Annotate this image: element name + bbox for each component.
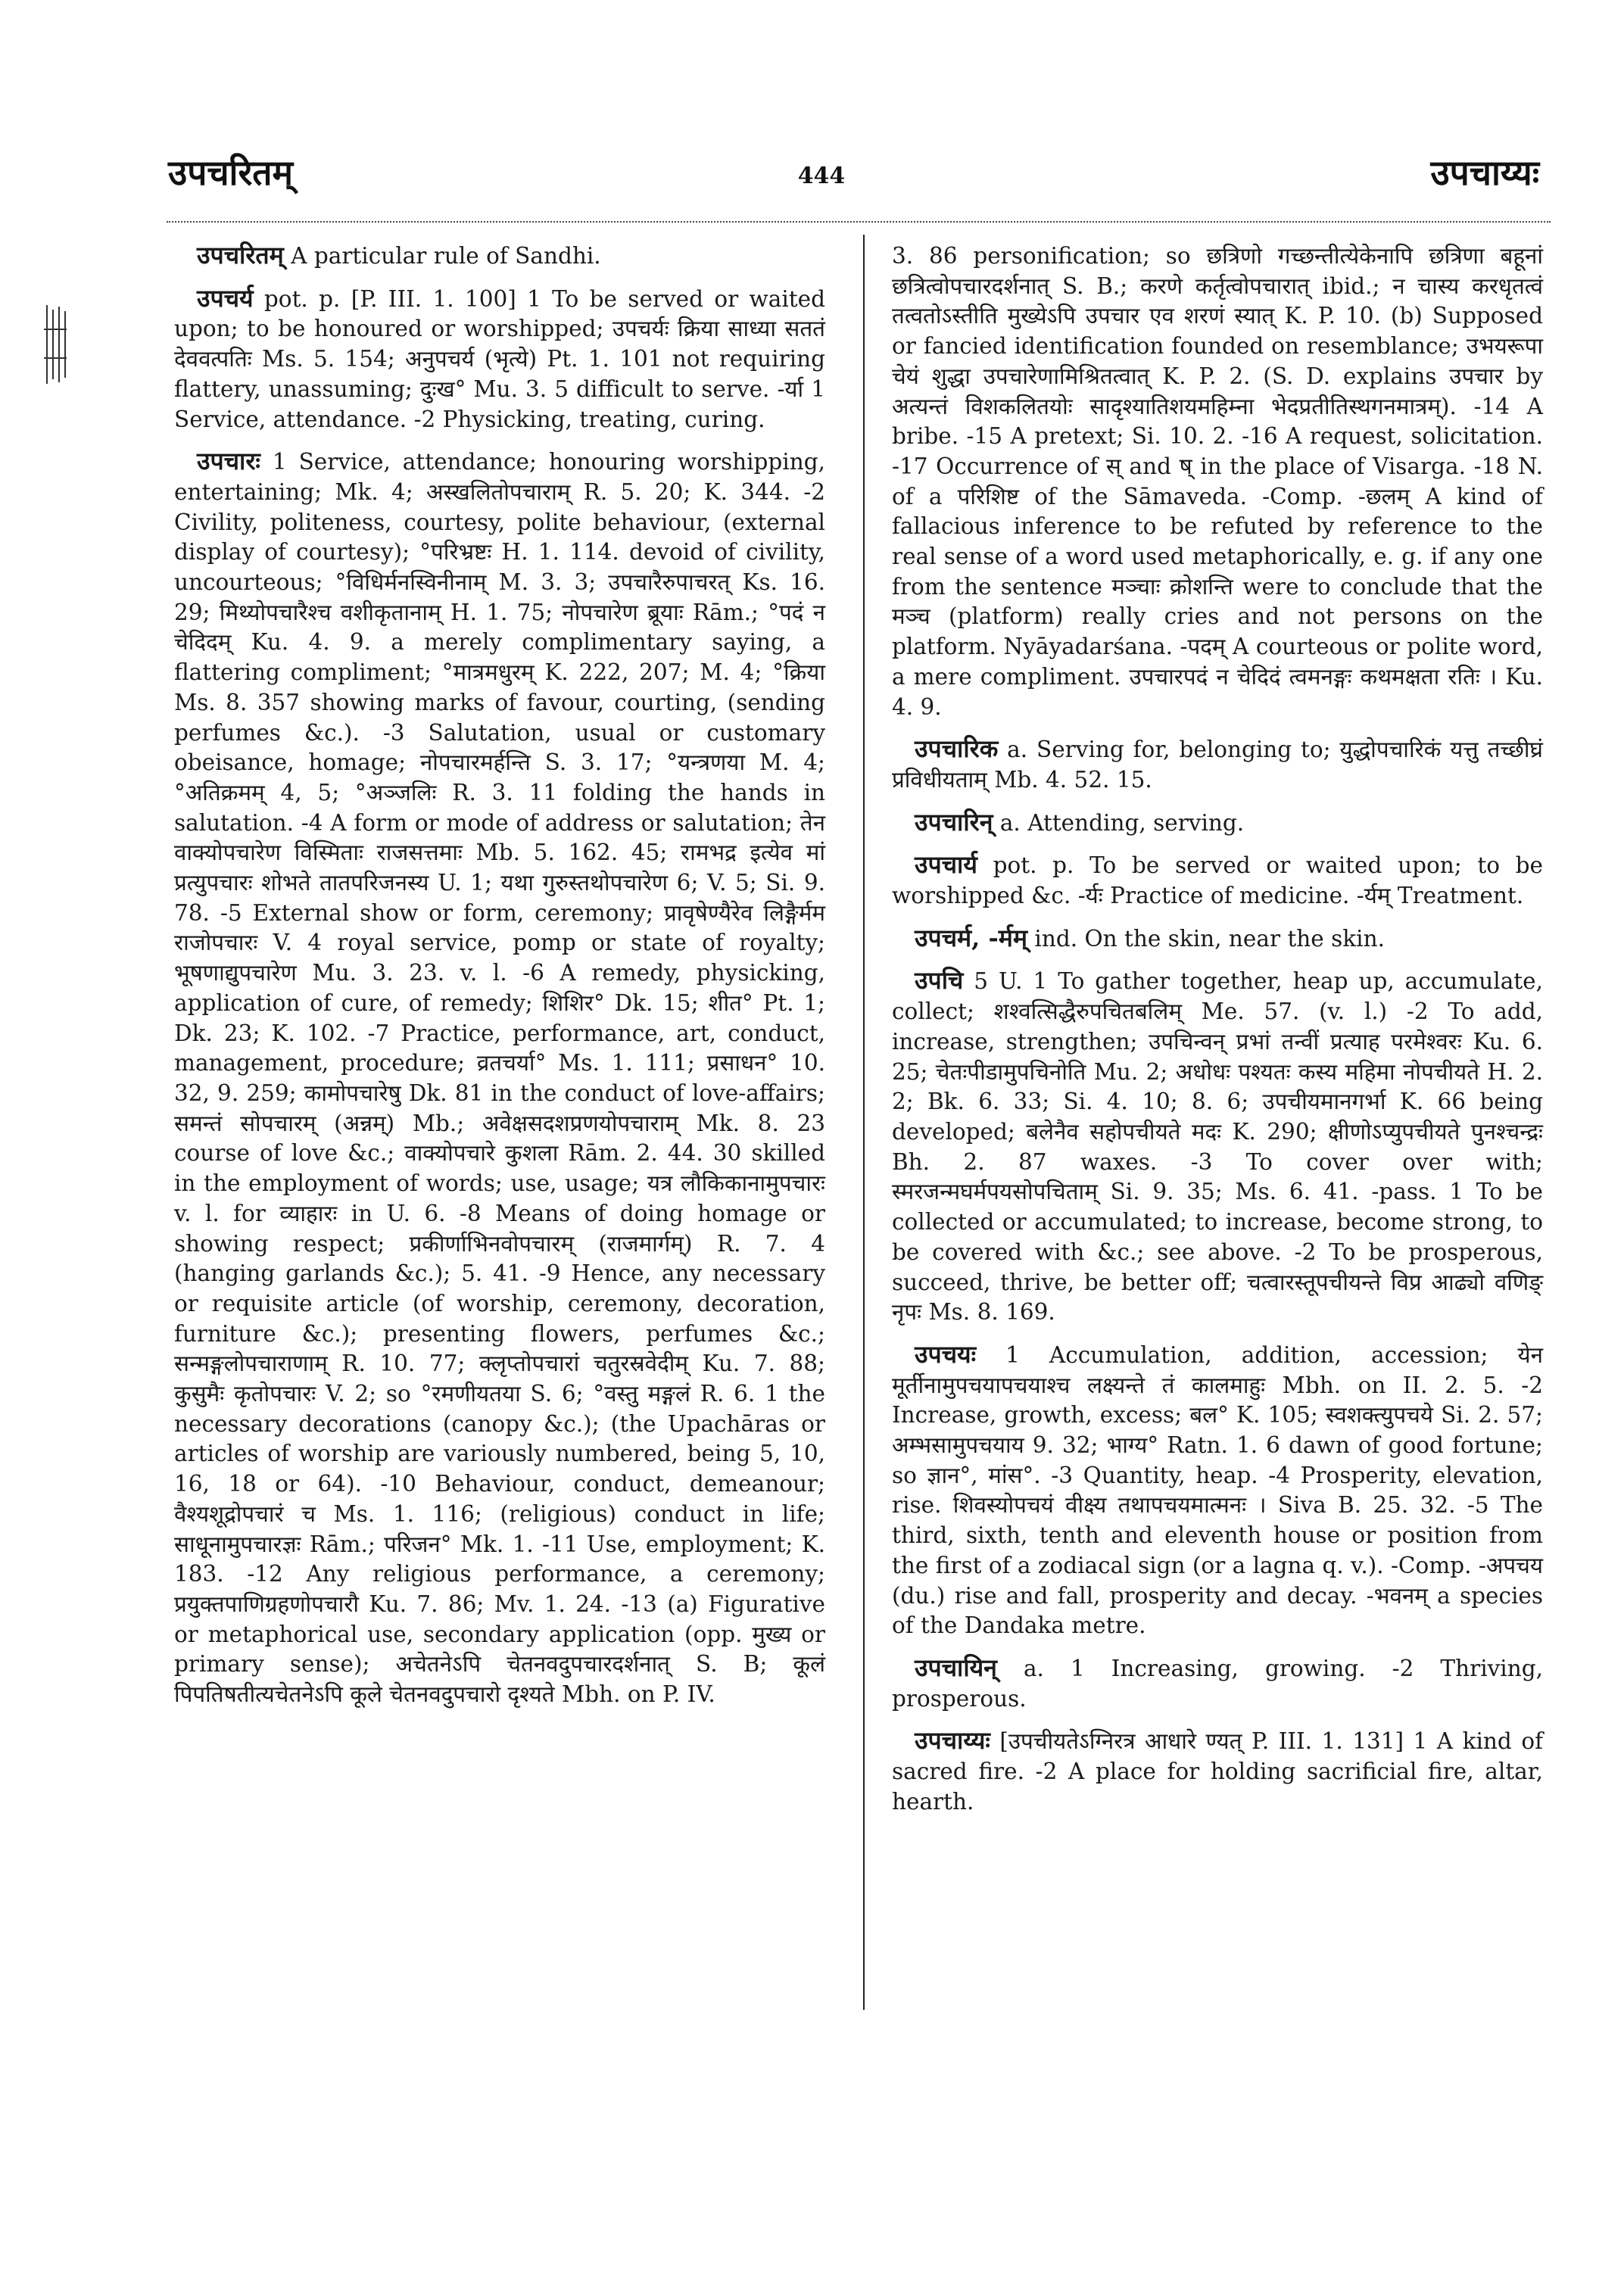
entry-headword: उपचारिक [915,734,999,764]
dictionary-entry [892,850,1543,911]
entry-definition: a. 1 Increasing, growing. -2 Thriving, prosperous. [892,1655,1543,1712]
entry-headword: उपचाय्यः [915,1726,990,1756]
entry-definition: a. Serving for, belonging to; युद्धोपचारिकं यत्तु तच्छीघ्रं प्रविधीयताम् Mb. 4. 52. 15. [892,737,1543,793]
dictionary-entry [892,734,1543,795]
entry-definition: a. Attending, serving. [993,809,1245,836]
page-number: 444 [797,163,846,189]
dictionary-entry [174,241,825,272]
dictionary-entry [892,1653,1543,1714]
entry-headword: उपचारिन् [915,807,993,837]
entry-headword: उपचरितम् [197,241,284,269]
margin-mark-icon [42,299,68,390]
entry-headword: उपचायिन् [915,1653,997,1682]
entry-definition: 3. 86 personification; so छत्रिणो गच्छन्तीत्येकेनापि छत्रिणा बहूनां छत्रित्वोपचारदर्शनात् S. B.; करणे कर्तृत्वोपचारात् ibid.; न चास्य करधृतत्वं तत्वतोऽस्तीति मुख्येऽपि उपचार एव शरणं स्यात् K. P. 10. (b) Supposed or fancied identification founded on resemblance; उभयरूपा चेयं शुद्धा उपचारेणामिश्रितत्वात् K. P. 2. (S. D. explains उपचार by अत्यन्तं विशकलितयोः सादृश्यातिशयमहिम्ना भेदप्रतीतिस्थगनमात्रम्). -14 A bribe. -15 A pretext; Si. 10. 2. -16 A request, solicitation. -17 Occurrence of स् and ष् in the place of Visarga. -18 N. of a परिशिष्ट of the Sāmaveda. -Comp. -छलम् A kind of fallacious inference to be refuted by reference to the real sense of a word used metaphorically, e. g. if any one from the sentence मञ्चाः क्रोशन्ति were to conclude that the मञ्च (platform) really cries and not persons on the platform. Nyāyadarśana. -पदम् A courteous or polite word, a mere compliment. उपचारपदं न चेदिदं त्वमनङ्गः कथमक्षता रतिः । Ku. 4. 9. [892,243,1543,720]
running-head-left: उपचरितम् [168,152,294,193]
running-head-right: उपचाय्यः [1430,152,1539,193]
entry-headword: उपचारः [197,447,260,476]
dictionary-entry [174,284,825,435]
entry-headword: उपचयः [915,1339,977,1369]
dictionary-entry [892,924,1543,955]
entry-definition: pot. p. To be served or waited upon; to be worshipped &c. -र्यः Practice of medicine. -र्यम् Treatment. [892,852,1543,909]
entry-headword: उपचि [915,966,964,995]
left-column [174,241,825,1722]
dictionary-entry [892,808,1543,839]
entry-definition: ind. On the skin, near the skin. [1027,925,1385,952]
entry-headword: उपचर्य [197,283,254,313]
entry-definition: A particular rule of Sandhi. [283,243,601,269]
column-divider [863,235,865,2010]
header-rule [167,221,1551,223]
right-column [892,241,1543,1829]
entry-definition: pot. p. [P. III. 1. 100] 1 To be served or waited upon; to be honoured or worshipped; उपचर्यः क्रिया साध्या सततं देववत्पतिः Ms. 5. 154; अनुपचर्य (भृत्ये) Pt. 1. 101 not requiring flattery, unassuming; दुःख° Mu. 3. 5 difficult to serve. -र्या 1 Service, attendance. -2 Physicking, treating, curing. [174,285,825,432]
entry-definition: 5 U. 1 To gather together, heap up, accumulate, collect; शश्वत्सिद्धैरुपचितबलिम् Me. 57. (v. l.) -2 To add, increase, strengthen; उपचिन्वन् प्रभां तन्वीं प्रत्याह परमेश्वरः Ku. 6. 25; चेतःपीडामुपचिनोति Mu. 2; अधोधः पश्यतः कस्य महिमा नोपचीयते H. 2. 2; Bk. 6. 33; Si. 4. 10; 8. 6; उपचीयमानगर्भा K. 66 being developed; बलेनैव सहोपचीयते मदः K. 290; क्षीणोऽप्युपचीयते पुनश्चन्द्रः Bh. 2. 87 waxes. -3 To cover over with; स्मरजन्मघर्मपयसोपचिताम् Si. 9. 35; Ms. 6. 41. -pass. 1 To be collected or accumulated; to increase, become strong, to be covered with &c.; see above. -2 To be prosperous, succeed, thrive, be better off; चत्वारस्तूपचीयन्ते विप्र आढ्यो वणिङ् नृपः Ms. 8. 169. [892,968,1544,1326]
entry-continuation [892,241,1543,722]
entry-definition: 1 Service, attendance; honouring worshipping, entertaining; Mk. 4; अस्खलितोपचाराम् R. 5. 20; K. 344. -2 Civility, politeness, courtesy, polite behaviour, (external display of courtesy); °परिभ्रष्टः H. 1. 114. devoid of civility, uncourteous; °विधिर्मनस्विनीनाम् M. 3. 3; उपचारैरुपाचरत् Ks. 16. 29; मिथ्योपचारैश्च वशीकृतानाम् H. 1. 75; नोपचारेण ब्रूयाः Rām.; °पदं न चेदिदम् Ku. 4. 9. a merely complimentary saying, a flattering compliment; °मात्रमधुरम् K. 222, 207; M. 4; °क्रिया Ms. 8. 357 showing marks of favour, courting, (sending perfumes &c.). -3 Salutation, usual or customary obeisance, homage; नोपचारमर्हन्ति S. 3. 17; °यन्त्रणया M. 4; °अतिक्रमम् 4, 5; °अञ्जलिः R. 3. 11 folding the hands in salutation. -4 A form or mode of address or salutation; तेन वाक्योपचारेण विस्मिताः राजसत्तमाः Mb. 5. 162. 45; रामभद्र इत्येव मां प्रत्युपचारः शोभते तातपरिजनस्य U. 1; यथा गुरुस्तथोपचारेण 6; V. 5; Si. 9. 78. -5 External show or form, ceremony; प्रावृषेण्यैरेव लिङ्गैर्मम राजोपचारः V. 4 royal service, pomp or state of royalty; भूषणाद्युपचारेण Mu. 3. 23. v. l. -6 A remedy, physicking, application of cure, of remedy; शिशिर° Dk. 15; शीत° Pt. 1; Dk. 23; K. 102. -7 Practice, performance, art, conduct, management, procedure; व्रतचर्या° Ms. 1. 111; प्रसाधन° 10. 32, 9. 259; कामोपचारेषु Dk. 81 in the conduct of love-affairs; समन्तं सोपचारम् (अन्नम्) Mb.; अवेक्षसदशप्रणयोपचाराम् Mk. 8. 23 course of love &c.; वाक्योपचारे कुशला Rām. 2. 44. 30 skilled in the employment of words; use, usage; यत्र लौकिकानामुपचारः v. l. for व्याहारः in U. 6. -8 Means of doing homage or showing respect; प्रकीर्णाभिनवोपचारम् (राजमार्गम्) R. 7. 4 (hanging garlands &c.); 5. 41. -9 Hence, any necessary or requisite article (of worship, ceremony, decoration, furniture &c.); presenting flowers, perfumes &c.; सन्मङ्गलोपचाराणाम् R. 10. 77; क्लृप्तोपचारां चतुरस्रवेदीम् Ku. 7. 88; कुसुमैः कृतोपचारः V. 2; so °रमणीयतया S. 6; °वस्तु मङ्गलं R. 6. 1 the necessary decorations (canopy &c.); (the Upachāras or articles of worship are variously numbered, being 5, 10, 16, 18 or 64). -10 Behaviour, conduct, demeanour; वैश्यशूद्रोपचारं च Ms. 1. 116; (religious) conduct in life; साधूनामुपचारज्ञः Rām.; परिजन° Mk. 1. -11 Use, employment; K. 183. -12 Any religious performance, a ceremony; प्रयुक्तपाणिग्रहणोपचारौ Ku. 7. 86; Mv. 1. 24. -13 (a) Figurative or metaphorical use, secondary application (opp. मुख्य or primary sense); अचेतनेऽपि चेतनवदुपचारदर्शनात् S. B; कूलं पिपतिषतीत्यचेतनेऽपि कूले चेतनवदुपचारो दृश्यते Mbh. on P. IV. [174,449,825,1708]
dictionary-entry [174,447,825,1710]
entry-headword: उपचार्य [915,850,977,880]
entry-headword: उपचर्म, -र्मम् [915,923,1028,952]
entry-definition: 1 Accumulation, addition, accession; येन मूर्तीनामुपचयापचयाश्च लक्ष्यन्ते तं कालमाहुः Mbh. on II. 2. 5. -2 Increase, growth, excess; बल° K. 105; स्वशक्त्युपचये Si. 2. 57; अम्भसामुपचयाय 9. 32; भाग्य° Ratn. 1. 6 dawn of good fortune; so ज्ञान°, मांस°. -3 Quantity, heap. -4 Prosperity, elevation, rise. शिवस्योपचयं वीक्ष्य तथापचयमात्मनः । Siva B. 25. 32. -5 The third, sixth, tenth and eleventh house or position from the first of a zodiacal sign (or a lagna q. v.). -Comp. -अपचय (du.) rise and fall, prosperity and decay. -भवनम् a species of the Dandaka metre. [892,1341,1543,1639]
dictionary-entry [892,966,1543,1327]
dictionary-entry [892,1340,1543,1641]
dictionary-entry [892,1726,1543,1817]
entry-definition: [उपचीयतेऽग्निरत्र आधारे ण्यत् P. III. 1. 131] 1 A kind of sacred fire. -2 A place for holding sacrificial fire, altar, hearth. [892,1728,1543,1815]
